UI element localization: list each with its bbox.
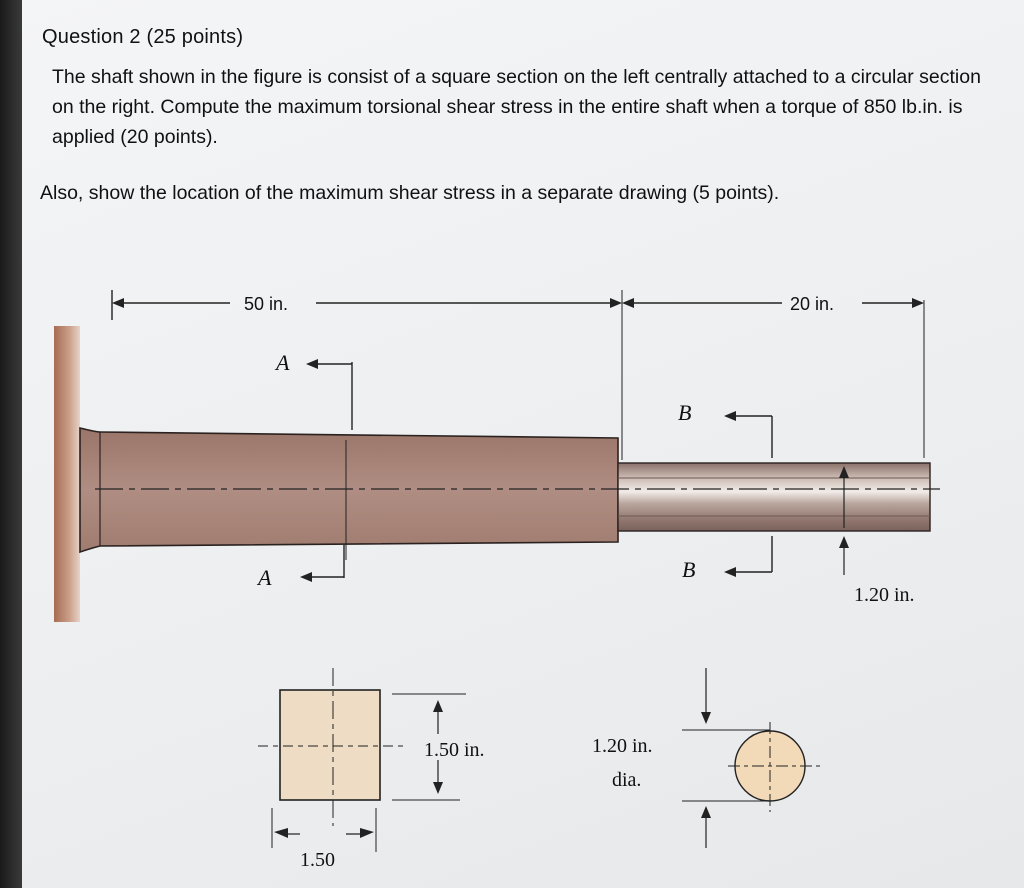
circle-diameter-dia-label: dia. — [612, 769, 642, 791]
square-width-label: 1.50 — [300, 849, 335, 871]
question-heading: Question 2 (25 points) — [42, 26, 244, 48]
circle-diameter-label: 1.20 in. — [592, 735, 653, 757]
square-section — [80, 428, 618, 552]
section-b-label-top: B — [678, 400, 692, 425]
length-left-label: 50 in. — [244, 294, 289, 314]
section-b-label-bottom: B — [682, 557, 696, 582]
length-right-label: 20 in. — [790, 294, 835, 314]
problem-statement: The shaft shown in the figure is consist of a square section on the left centrally attached to a circular section on the right. Compute the maximum torsional shear stress in the entire shaft when a torque of 850 lb.in. is applied (20 points). — [52, 66, 981, 148]
shaft-diameter-label: 1.20 in. — [854, 584, 915, 606]
fixed-wall — [54, 326, 80, 622]
section-a-label-bottom: A — [258, 565, 272, 590]
square-height-label: 1.50 in. — [424, 739, 485, 761]
drawing-instruction: Also, show the location of the maximum shear stress in a separate drawing (5 points). — [40, 182, 780, 204]
square-cross-section — [280, 690, 380, 800]
section-a-label-top: A — [276, 350, 290, 375]
circular-section — [618, 463, 930, 531]
